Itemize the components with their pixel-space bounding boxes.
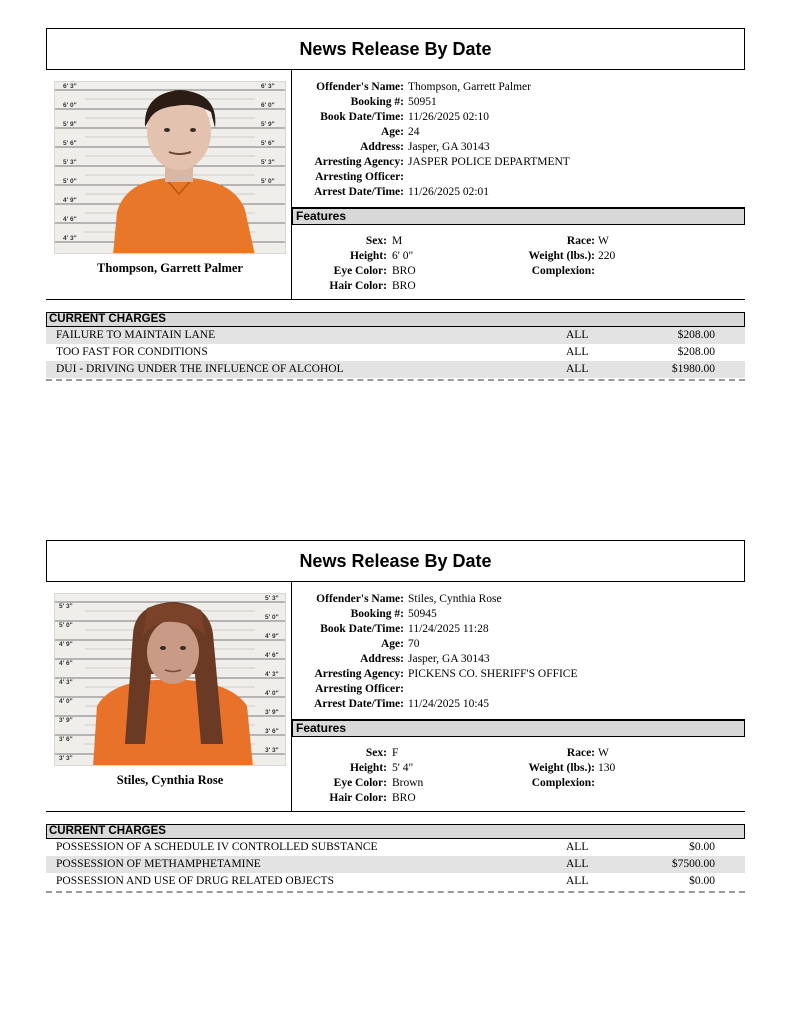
charge-row: DUI - DRIVING UNDER THE INFLUENCE OF ALCOHOL ALL $1980.00 [46, 361, 745, 378]
mugshot-photo [54, 593, 286, 766]
mugshot-photo [54, 81, 286, 254]
record-title: News Release By Date [46, 28, 745, 70]
height-mark: 6' 3" [63, 83, 77, 90]
info-arrest-date-time: Arrest Date/Time: 11/26/2025 02:01 [314, 186, 490, 198]
info-book-date-time: Book Date/Time: 11/26/2025 02:10 [320, 111, 490, 123]
info-arresting-officer: Arresting Officer: [315, 171, 404, 183]
features-header: Features [292, 719, 745, 737]
info-booking-number: Booking #: 50951 [350, 96, 437, 108]
mugshot-image [55, 594, 286, 766]
height-mark: 4' 6" [265, 652, 279, 659]
photo-caption-name: Stiles, Cynthia Rose [116, 773, 224, 787]
mugshot-image [55, 82, 286, 254]
height-mark: 5' 6" [261, 140, 275, 147]
height-mark: 5' 0" [59, 622, 73, 629]
charges-header: CURRENT CHARGES [46, 824, 745, 839]
info-address: Address: Jasper, GA 30143 [360, 141, 490, 153]
height-mark: 4' 3" [59, 679, 73, 686]
info-address: Address: Jasper, GA 30143 [360, 653, 490, 665]
info-age: Age: 70 [381, 638, 420, 650]
height-mark: 5' 3" [59, 603, 73, 610]
height-mark: 4' 3" [265, 671, 279, 678]
charge-row: POSSESSION AND USE OF DRUG RELATED OBJECTS ALL $0.00 [56, 875, 715, 887]
height-mark: 6' 0" [261, 102, 275, 109]
height-mark: 4' 9" [59, 641, 73, 648]
info-arresting-agency: Arresting Agency: PICKENS CO. SHERIFF'S OFFICE [314, 668, 578, 680]
height-mark: 4' 3" [63, 235, 77, 242]
height-mark: 4' 6" [63, 216, 77, 223]
dashed-separator [46, 891, 745, 893]
height-mark: 3' 9" [265, 709, 279, 716]
charges-header: CURRENT CHARGES [46, 312, 745, 327]
height-mark: 5' 0" [265, 614, 279, 621]
height-mark: 4' 9" [265, 633, 279, 640]
info-arresting-officer: Arresting Officer: [315, 683, 404, 695]
height-mark: 5' 6" [63, 140, 77, 147]
charge-row: POSSESSION OF A SCHEDULE IV CONTROLLED SUBSTANCE ALL $0.00 [56, 841, 715, 853]
dashed-separator [46, 379, 745, 381]
info-arresting-agency: Arresting Agency: JASPER POLICE DEPARTMENT [314, 156, 570, 168]
info-offender-name: Offender's Name: Stiles, Cynthia Rose [316, 593, 502, 605]
height-mark: 5' 0" [261, 178, 275, 185]
info-booking-number: Booking #: 50945 [350, 608, 437, 620]
height-mark: 5' 3" [265, 595, 279, 602]
height-mark: 6' 3" [261, 83, 275, 90]
height-mark: 3' 6" [265, 728, 279, 735]
info-offender-name: Offender's Name: Thompson, Garrett Palmer [316, 81, 531, 93]
features-header: Features [292, 207, 745, 225]
height-mark: 4' 9" [63, 197, 77, 204]
height-mark: 5' 9" [261, 121, 275, 128]
height-mark: 3' 9" [59, 717, 73, 724]
height-mark: 5' 3" [63, 159, 77, 166]
info-book-date-time: Book Date/Time: 11/24/2025 11:28 [320, 623, 489, 635]
charge-row: FAILURE TO MAINTAIN LANE ALL $208.00 [46, 327, 745, 344]
record-title: News Release By Date [46, 540, 745, 582]
height-mark: 4' 0" [59, 698, 73, 705]
height-mark: 3' 3" [265, 747, 279, 754]
height-mark: 4' 0" [265, 690, 279, 697]
record-1 [46, 28, 745, 381]
charge-row: TOO FAST FOR CONDITIONS ALL $208.00 [56, 346, 715, 358]
height-mark: 5' 9" [63, 121, 77, 128]
current-charges [46, 312, 745, 381]
record-2 [46, 540, 745, 893]
height-mark: 3' 6" [59, 736, 73, 743]
charge-row: POSSESSION OF METHAMPHETAMINE ALL $7500.00 [46, 856, 745, 873]
height-mark: 5' 3" [261, 159, 275, 166]
height-mark: 3' 3" [59, 755, 73, 762]
record-body: 6' 3" 6' 0" 5' 9" 5' 6" 5' 3" 5' 0" 4' 9" 4' 6" 4' 3" 6' 3" 6' 0" 5' 9" 5' 6" 5' 3" 5' 0" Thompson, Garrett Palmer Offender's Name: Thompson, Garrett Palmer Booking #: 50951 Book Date/Time: 11/26/2025 02:10 Age: 24 Address: Jasper, GA 30143 Arresting Agency: JASPER POLICE DEPARTMENT Arresting Officer: Arrest Date/Time: 11/26/2025 02:01 Features Sex: M Height: 6' 0" Eye Color: BRO Hair Color: BRO Race: W Weight (lbs.): 220 Complexion: [46, 70, 745, 300]
height-mark: 6' 0" [63, 102, 77, 109]
record-body: 5' 3" 5' 0" 4' 9" 4' 6" 4' 3" 4' 0" 3' 9" 3' 6" 3' 3" 5' 3" 5' 0" 4' 9" 4' 6" 4' 3" 4' 0" 3' 9" 3' 6" 3' 3" Stiles, Cynthia Rose Offender's Name: Stiles, Cynthia Rose Booking #: 50945 Book Date/Time: 11/24/2025 11:28 Age: 70 Address: Jasper, GA 30143 Arresting Agency: PICKENS CO. SHERIFF'S OFFICE Arresting Officer: Arrest Date/Time: 11/24/2025 10:45 Features Sex: F Height: 5' 4" Eye Color: Brown Hair Color: BRO Race: W Weight (lbs.): 130 Complexion: [46, 582, 745, 812]
info-arrest-date-time: Arrest Date/Time: 11/24/2025 10:45 [314, 698, 490, 710]
current-charges [46, 824, 745, 893]
height-mark: 4' 6" [59, 660, 73, 667]
height-mark: 5' 0" [63, 178, 77, 185]
photo-caption-name: Thompson, Garrett Palmer [97, 261, 243, 275]
info-age: Age: 24 [381, 126, 420, 138]
